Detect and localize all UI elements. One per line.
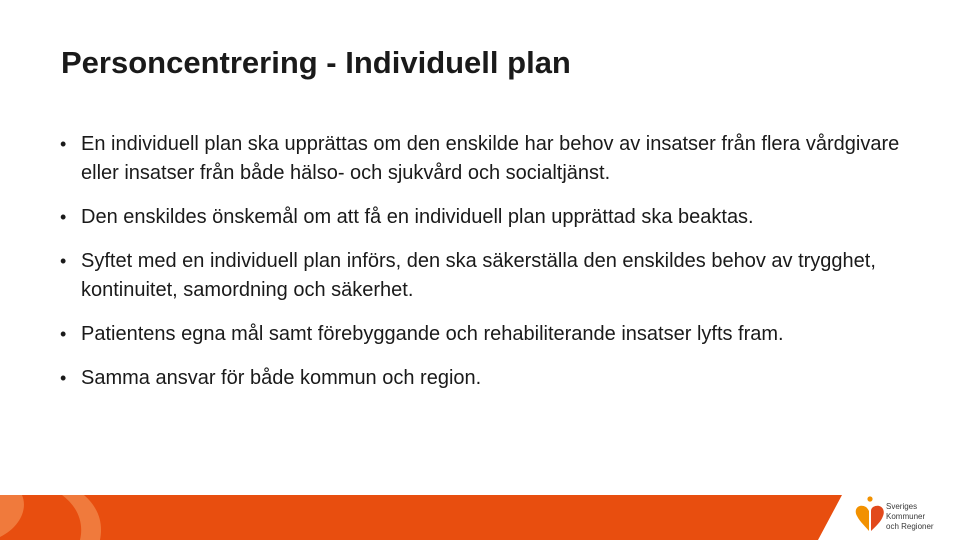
skr-heart-logo-icon — [856, 496, 884, 531]
bullet-text: Syftet med en individuell plan införs, den ska säkerställa den enskildes behov av trygghet, kontinuitet, samordning och säkerhet. — [81, 250, 876, 301]
bullet-mark: • — [60, 251, 67, 271]
bullet-text: Samma ansvar för både kommun och region. — [81, 367, 482, 389]
bullet-mark: • — [60, 368, 67, 388]
logo-heart-left — [856, 506, 869, 531]
footer-band-shape — [0, 495, 842, 540]
bullet-mark: • — [60, 134, 67, 154]
bullet-item — [60, 320, 920, 349]
logo-text-line: och Regioner — [886, 522, 934, 531]
footer-band — [0, 495, 960, 540]
bullet-text: En individuell plan ska upprättas om den enskilde har behov av insatser från flera vårdgivare eller insatser från både hälso- och sjukvård och socialtjänst. — [81, 133, 900, 184]
bullet-mark: • — [60, 324, 67, 344]
bullet-list — [60, 130, 920, 408]
bullet-item — [60, 364, 920, 393]
bullet-item — [60, 130, 920, 188]
logo-text-line: Kommuner — [886, 512, 926, 521]
bullet-item — [60, 203, 920, 232]
bullet-mark: • — [60, 207, 67, 227]
logo-heart-dot — [867, 496, 872, 501]
skr-logo — [856, 496, 934, 531]
logo-heart-right — [871, 506, 884, 531]
bullet-item — [60, 247, 920, 305]
logo-text-line: Sveriges — [886, 502, 918, 511]
bullet-text: Den enskildes önskemål om att få en individuell plan upprättad ska beaktas. — [81, 206, 754, 228]
slide-title: Personcentrering - Individuell plan — [61, 45, 571, 80]
bullet-text: Patientens egna mål samt förebyggande och rehabiliterande insatser lyfts fram. — [81, 323, 784, 345]
